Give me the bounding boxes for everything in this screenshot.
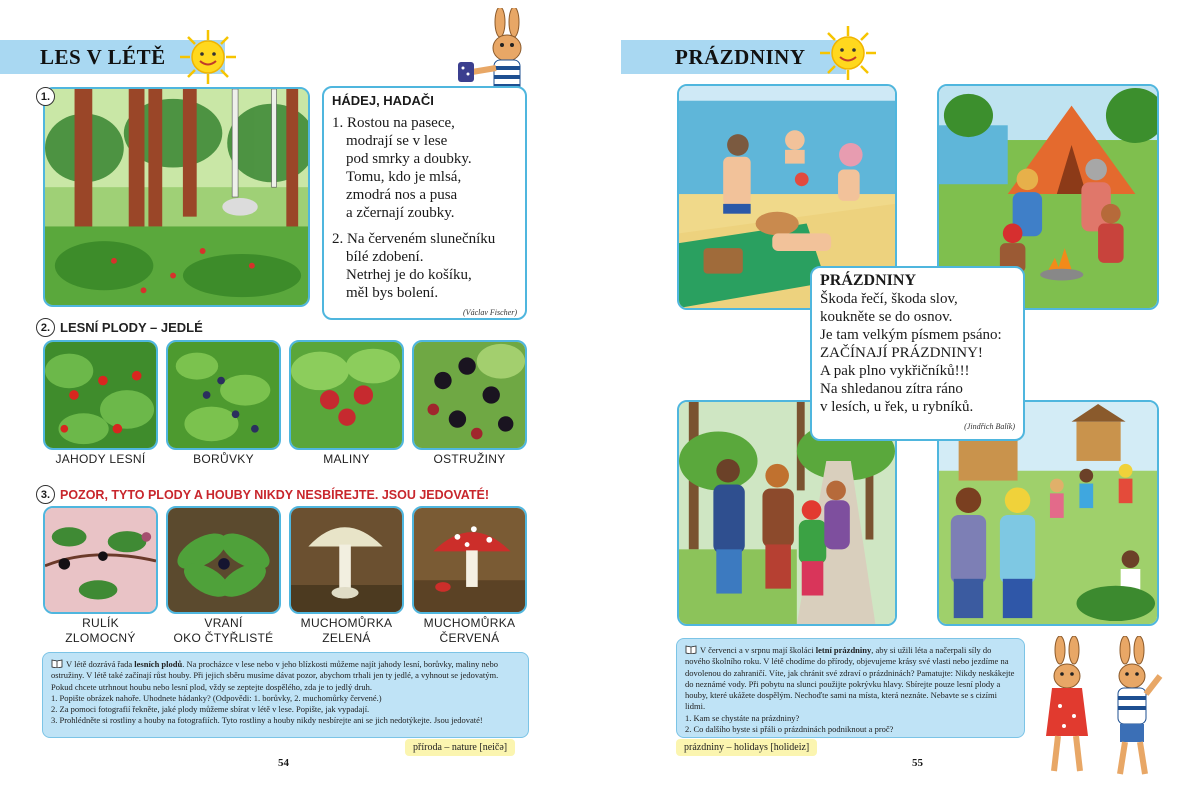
caption-line: RULÍK [82,616,119,630]
caption-line: ZLOMOCNÝ [65,631,136,645]
left-page-number: 54 [278,757,289,769]
caption-fly-agaric [412,616,527,646]
left-info-box [42,652,529,738]
caption-line: ZELENÁ [322,631,371,645]
section-3-heading [36,485,489,504]
section-3-title: POZOR, TYTO PLODY A HOUBY NIKDY NESBÍREJTE. JSOU JEDOVATÉ! [60,487,490,502]
book-icon [685,645,697,654]
info-highlight: lesních plodů [134,659,183,669]
riddle-line: 1. Rostou na pasece, [332,115,455,131]
info-text: , aby si užili léta a načerpali síly do nového školního roku. V létě chodíme do přírody, objevujeme krásy své vlasti nebo jezdíme na dovolenou do zahraničí. Víte, jak chránit své zdraví o prázdninách? Pamatujte: Nikdy neskákejte do neznámé vody. Při pobytu na slunci použijte pokrývku hlavy. Sbírejte pouze lesní plody a houby, které ukážete dospělým. Nechoďte sami na místa, která neznáte. Nebavte se s cizími lidmi. [685,645,1015,712]
right-vocab-tag: prázdniny – holidays [holideiz] [676,739,817,756]
photo-wild-strawberries [43,340,158,450]
holiday-poem-title: PRÁZDNINY [820,272,916,289]
photo-blueberries [166,340,281,450]
left-info-question-2: 2. Za pomoci fotografií řekněte, jaké plody můžeme sbírat v létě v lese. Popište, jak vypadají. [51,704,370,715]
riddle-line: Netrhej je do košíku, [346,267,472,283]
rabbits-illustration [1030,636,1170,786]
caption-raspberries: MALINY [323,452,370,466]
riddle-line: bílé zdobení. [346,249,424,265]
right-info-box [676,638,1025,738]
caption-blackberries: OSTRUŽINY [433,452,506,466]
photo-deadly-nightshade [43,506,158,614]
caption-line: VRANÍ [204,616,243,630]
riddle-line: 2. Na červeném slunečníku [332,231,496,247]
info-text: V červenci a v srpnu mají školáci [700,645,816,655]
sun-icon [818,24,878,82]
poem-line: A pak plno vykřičníků!!! [820,363,970,379]
left-page-title: LES V LÉTĚ [40,44,166,69]
caption-wild-strawberries: JAHODY LESNÍ [55,452,146,466]
poem-line: v lesích, u řek, u rybníků. [820,399,974,415]
riddle-line: měl bys bolení. [346,285,439,301]
section-2-heading [36,318,203,337]
poem-line: Je tam velkým písmem psáno: [820,327,1002,343]
right-info-question-2: 2. Co dalšího byste si přáli o prázdninách podniknout a proč? [685,724,894,735]
poem-line: ZAČÍNAJÍ PRÁZDNINY! [820,345,983,361]
poem-line: Na shledanou zítra ráno [820,381,963,397]
section-2-number: 2. [36,318,55,337]
caption-line: OKO ČTYŘLISTÉ [173,631,274,645]
left-info-intro [51,659,520,693]
caption-line: ČERVENÁ [439,631,500,645]
riddle-line: a zčernají zoubky. [346,205,455,221]
forest-picture [43,87,310,307]
info-text: V létě dozrává řada [66,659,135,669]
sun-icon [178,28,238,86]
right-page-number: 55 [912,757,923,769]
left-info-question-1: 1. Popište obrázek nahoře. Uhodnete hádanky? (Odpovědi: 1. borůvky, 2. muchomůrky červené.) [51,692,382,703]
caption-death-cap [289,616,404,646]
poem-line: Škoda řečí, škoda slov, [820,291,958,307]
riddle-line: pod smrky a doubky. [346,151,472,167]
right-page-title: PRÁZDNINY [675,44,806,69]
caption-herb-paris [160,616,287,646]
caption-line: MUCHOMŮRKA [300,616,393,630]
caption-deadly-nightshade [43,616,158,646]
section-2-title: LESNÍ PLODY – JEDLÉ [60,320,203,335]
riddle-line: zmodrá nos a pusa [346,187,458,203]
book-icon [51,659,63,668]
left-vocab-tag: příroda – nature [neičə] [405,739,515,756]
right-info-question-1: 1. Kam se chystáte na prázdniny? [685,712,800,723]
photo-blackberries [412,340,527,450]
holiday-poem-author: (Jindřich Balík) [964,422,1015,431]
caption-line: MUCHOMŮRKA [423,616,516,630]
riddle-author: (Václav Fischer) [463,308,517,317]
caption-blueberries: BORŮVKY [193,452,254,466]
info-highlight: letní prázdniny [815,645,872,655]
riddle-title: HÁDEJ, HADAČI [332,93,434,108]
right-header-bar [621,40,846,74]
holiday-poem-box [810,266,1025,441]
photo-death-cap [289,506,404,614]
photo-raspberries [289,340,404,450]
left-info-question-3: 3. Prohlédněte si rostliny a houby na fotografiích. Tyto rostliny a houby nikdy nesbírejte ani se jich nedotýkejte. Jsou jedovaté! [51,715,483,726]
info-text: . Na procházce v lese nebo v jeho blízkosti můžeme najít jahody lesní, borůvky, maliny nebo ostružiny. V létě také začínají růst houby. Při jejich sběru musíme dávat pozor, abychom trhali jen ty jedlé, a vyhnout se jedovatým. Pokud chcete utrhnout houbu nebo lesní plod, vždy se zeptejte dospělého, zda je to jedlý druh. [51,659,499,692]
right-info-intro [685,645,1016,713]
riddle-line: modrají se v lese [346,133,448,149]
photo-fly-agaric [412,506,527,614]
riddle-line: Tomu, kdo je mlsá, [346,169,462,185]
section-3-number: 3. [36,485,55,504]
riddle-box [322,86,527,320]
poem-line: koukněte se do osnov. [820,309,953,325]
section-1-number: 1. [36,87,55,106]
photo-herb-paris [166,506,281,614]
